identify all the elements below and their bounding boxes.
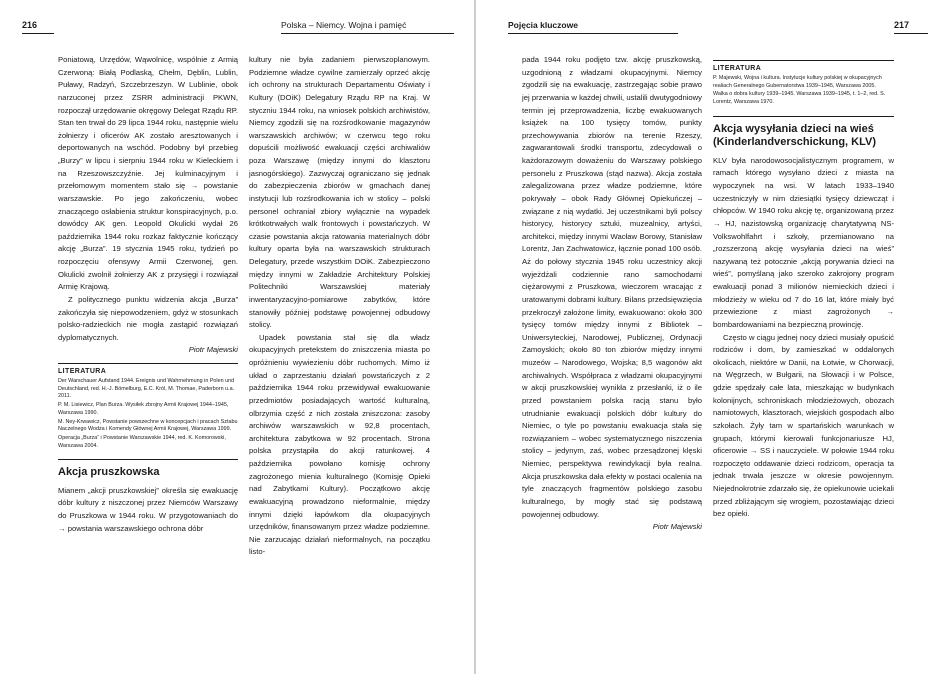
header-rule-short [894,33,928,34]
header-rule-short [22,33,54,34]
running-title: Pojęcia kluczowe [508,20,578,30]
page-number: 216 [22,20,38,30]
header-rule-long [508,33,678,34]
paragraph: pada 1944 roku podjęto tzw. akcję pruszkowską, uzgodnioną z władzami okupacyjnymi. Niemcy zgodzili się na ewakuację, zastrzegając sobie prawo jej przerwania w każdej chwili, ustalili dwutygodniowy termin jej przeprowadzenia, liczbę ewakuowanych książek na 100 tysięcy tomów, punkty przechowywania zbiorów na terenie Rzeszy, zagwarantowali środki transportu, zdecydowali o każdorazowym doważeniu do Warszawy polskiego personelu z Pruszkowa (stąd nazwa). Akcja została zalegalizowana przez władze podziemne, które pokrywały – obok Rady Głównej Opiekuńczej – związane z nią wydatki. Jej uczestnikami byli polscy historycy, historycy sztuki, muzealnicy, artyści, architekci, między innymi Wacław Borowy, Stanisław Lorentz, Jan Zachwatowicz, łącznie ponad 100 osób. Aż do połowy stycznia 1945 roku uczestnicy akcji wyjeżdżali codziennie rano samochodami ciężarowymi z Pruszkowa, wieczorem wracając z uratowanymi dobrami kultury. Bilans przedsięwzięcia przekroczył założone limity, ewakuowano: około 300 tysięcy tomów między innymi z Bibliotek – Uniwersyteckiej, Narodowej, Publicznej, Ordynacji Zamoyskich; około 80 ton zbiorów między innymi muzeów – Narodowego, Wojska; 8,5 wagonów akt archiwalnych. Współpraca z władzami okupacyjnymi w akcji pruszkowskiej wynikła z przesłanki, iż o ile przed powstaniem polska racją stanu było utrudnianie ewakuacji polskich dóbr kultury do Niemiec, o tyle po powstaniu ewakuacja stała się rozwiązaniem – wobec systematycznego niszczenia stolicy – jedynym, zaś, wobec przesądzonej klęski Niemiec, perspektywa rewindykacji była realna. Akcja pruszkowska dała efekty w postaci ocalenia na tyle znaczących fragmentów polskiego zasobu kulturalnego, by mogły stać się podstawą powojennej odbudowy. [522,55,702,519]
running-title: Polska – Niemcy. Wojna i pamięć [281,20,407,30]
paragraph: KLV była narodowosocjalistycznym programem, w ramach którego wysyłano dzieci z miasta na wypoczynek na wsi. W latach 1933–1940 uczestniczyły w nim dziesiątki tysięcy dziewcząt i chłopców. W 1940 roku akcję tę, organizowaną przez → HJ, nazistowską organizację charytatywną NS-Volkswohlfahrt i szkoły, przemianowano na „rozszerzoną akcję wysyłania dzieci na wieś” nazywaną też potocznie „akcją porywania dzieci na wieś”, pomyślaną jako szeroko zakrojony program ewakuacji ponad 3 milionów niemieckich dzieci i młodzieży w wieku od 7 do 16 lat, które miały być przewiezione z miast zagrożonych → bombardowaniami na bezpieczną prowincję. [713,155,894,329]
paragraph: Z politycznego punktu widzenia akcja „Burza” zakończyła się niepowodzeniem, gdyż w stosunkach polsko-radzieckich nie mogła zastąpić rozwiązań dyplomatycznych. [58,294,238,342]
paragraph: Upadek powstania stał się dla władz okupacyjnych pretekstem do zniszczenia miasta po opróżnieniu wywiezieniu dóbr ruchomych. Mimo iż układ o zaprzestaniu działań powstańczych z 2 października 1944 roku przewidywał ewakuowanie przedmiotów posiadających wartość kulturalną, olbrzymia część z nich została zniszczona: zasoby archiwów warszawskich w 92,8 procentach, architektura zabytkowa w 92 procentach. Strona polska przystąpiła do akcji ratunkowej. 4 października powołano komisję ochrony zagrożonego mienia kulturalnego (Komisję Opieki nad Zabytkami Kultury). Początkowo akcję ewakuacyjną prowadzono nieformalnie, między innymi dzięki łapówkom dla okupacyjnych urzędników, finansowanym przez władze podziemne. Nie zarzucając działań nieformalnych, na początku listo- [249,332,430,557]
literature-entry: P. M. Lisiewicz, Plan Burza. Wysiłek zbrojny Armii Krajowej 1944–1945, Warszawa 1990. [58,402,229,416]
left-column-1 [58,54,238,535]
right-column-1 [522,54,702,534]
paragraph: Poniatową, Urzędów, Wąwolnicę, wspólnie z Armią Czerwoną: Białą Podlaską, Chełm, Dęblin, Lublin, Puławy, Radzyń, Szczebrzeszyn. W Lublinie, obok narzuconej przez ZSRR administracji PKWN, rozpoczął urzędowanie okręgowy Delegat Rządu RP. Stan ten trwał do 29 lipca 1944 roku, następnie wielu żołnierzy i oficerów AK zostało aresztowanych i deportowanych na wschód. Podobny był przebieg „Burzy” w lipcu i sierpniu 1944 roku w Kieleckiem i na Rzeszowszczyźnie. Jej kulminacyjnym i przełomowym momentem stało się → powstanie warszawskie. Po jego zakończeniu, wobec znaczącego osłabienia struktur konspiracyjnych, p.o. dowódcy AK gen. Leopold Okulicki wydał 26 października 1944 roku rozkaz faktycznie kończący akcję „Burza”. 19 stycznia 1945 roku, tydzień po rozpoczęciu ofensywy Armii Czerwonej, gen. Okulicki zwolnił żołnierzy AK z przysięgi i rozwiązał Armię Krajową. [58,55,238,292]
page-number: 217 [894,20,910,30]
author-signature: Piotr Majewski [652,522,702,532]
literature-entry: M. Ney-Krwawicz, Powstanie powszechne w koncepcjach i pracach Sztabu Naczelnego Wodza i Komendy Głównej Armii Krajowej, Warszawa 1999. [58,418,238,433]
header-rule-long [281,33,454,34]
paragraph: kultury nie była zadaniem pierwszoplanowym. Podziemne władze cywilne zamierzały oprzeć akcję ich ochrony na strukturach Departamentu Oświaty i Kultury (DOiK) Delegatury Rządu RP na Kraj. W styczniu 1944 roku, na wniosek polskich archiwistów, Niemcy zgodzili się na rozśrodkowanie magazynów warszawskich archiwów; w czerwcu tego roku dopuścili możliwość ewakuacji części archiwaliów poza Warszawę (między innymi do klasztoru jasnogórskiego). Zazwyczaj ograniczano się jednak do zabezpieczenia zbiorów w gmachach danej instytucji lub rozśrodkowania ich w stolicy – polski personel ochraniał zbiory wyłącznie na wypadek krótkotrwałych walk frontowych i powstańczych. W czasie powstania akcja ratowania materialnych dóbr kultury oparta była na warszawskich strukturach Delegatury, przede wszystkim DOiK. Zabezpieczono między innymi w Zakładzie Architektury Polskiej Politechniki Warszawskiej materiały inwentaryzacyjno-pomiarowe zabytków, które stanowiły później podstawę powojennej odbudowy stolicy. [249,55,430,330]
literature-entry: Der Warschauer Aufstand 1944. Ereignis und Wahrnehmung in Polen und Deutschland, red. H.-J. Bömelburg, E.C. Król, M. Thomae, Paderborn u.a. 2011. [58,378,235,400]
paragraph: Mianem „akcji pruszkowskiej” określa się ewakuację dóbr kultury z niszczonej przez Niemców Warszawy do Pruszkowa w 1944 roku. W przygotowaniach do → powstania warszawskiego ochrona dóbr [58,485,238,533]
literature-heading: LITERATURA [58,363,238,377]
author-signature: Piotr Majewski [188,345,238,355]
left-page [0,0,474,674]
literature-entry: Operacja „Burza” i Powstanie Warszawskie 1944, red. K. Komorowski, Warszawa 2004. [58,434,226,449]
literature-entry: P. Majewski, Wojna i kultura. Instytucje kultury polskiej w okupacyjnych realiach Generalnego Gubernatorstwa 1939–1945, Warszawa 2005. [713,75,882,89]
section-heading: Akcja wysyłania dzieci na wieś (Kinderlandverschickung, KLV) [713,116,894,150]
paragraph: Często w ciągu jednej nocy dzieci musiały opuścić rodziców i dom, by zamieszkać w oddalonych okolicach, niektóre w Danii, na Łotwie, w Chorwacji, na Węgrzech, w Bułgarii, na Słowacji i w Polsce, gdzie spędzały całe lata, mieszkając w budynkach kolonijnych, schroniskach młodzieżowych, obozach namiotowych, klasztorach, wiejskich gospodach albo szkołach. Żyły tam w spartańskich warunkach w grupach, którymi kierowali funkcjonariusze HJ, oficerowie → SS i nauczyciele. W połowie 1944 roku rozpoczęto oddawanie dzieci rodzicom, operacja ta jednak trwała jeszcze w okresie powojennym. Niejednokrotnie zdarzało się, że opiekunowie uciekali przed zbliżającym się wrogiem, pozostawiając dzieci bez opieki. [713,332,894,519]
left-column-2 [249,54,430,559]
right-page [476,0,950,674]
literature-entry: Walka o dobra kultury 1939–1945. Warszawa 1939–1945, t. 1–2, red. S. Lorentz, Warszawa 1970. [713,91,886,106]
right-column-2 [713,60,894,521]
literature-heading: LITERATURA [713,60,894,74]
section-heading: Akcja pruszkowska [58,459,238,480]
